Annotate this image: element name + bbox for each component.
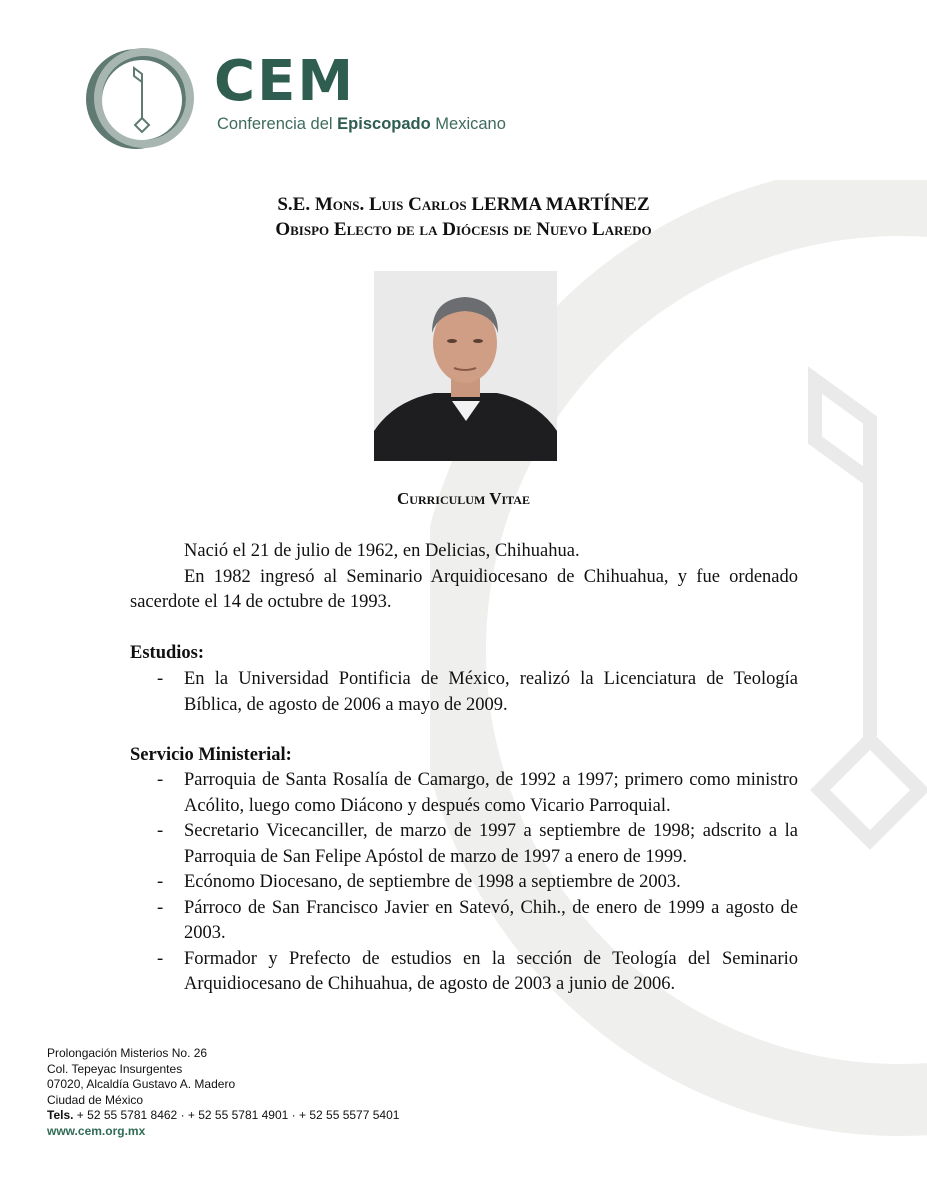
list-item: - Ecónomo Diocesano, de septiembre de 1998 a septiembre de 2003. [157, 872, 681, 892]
studies-list [130, 667, 798, 718]
intro-birth: Nació el 21 de julio de 1962, en Delicias, Chihuahua. [184, 541, 580, 561]
footer-address-line: Col. Tepeyac Insurgentes [47, 1061, 183, 1076]
footer-contact [47, 1046, 399, 1139]
list-item: - Formador y Prefecto de estudios en la sección de Teología del Seminario Arquidiocesano de Chihuahua, de agosto de 2003 a junio de 2006. [157, 948, 798, 994]
cem-emblem-icon [84, 42, 199, 157]
list-item: - En la Universidad Pontificia de México, realizó la Licenciatura de Teología Bíblica, de agosto de 2006 a mayo de 2009. [157, 669, 798, 715]
footer-website-link[interactable]: www.cem.org.mx [47, 1123, 146, 1138]
list-item: - Parroquia de Santa Rosalía de Camargo, de 1992 a 1997; primero como ministro Acólito, luego como Diácono y después como Vicario Parroquial. [157, 770, 798, 816]
intro-ordination: En 1982 ingresó al Seminario Arquidiocesano de Chihuahua, y fue ordenado sacerdote el 14 de octubre de 1993. [130, 567, 798, 612]
studies-heading: Estudios: [130, 643, 205, 663]
cem-logo [84, 42, 514, 157]
footer-address-line: 07020, Alcaldía Gustavo A. Madero [47, 1077, 236, 1091]
logo-organization-name: Conferencia del Episcopado Mexicano [217, 115, 506, 133]
footer-phones: Tels. + 52 55 5781 8462 · + 52 55 5781 4901 · + 52 55 5577 5401 [47, 1108, 400, 1122]
ministry-heading: Servicio Ministerial: [130, 745, 292, 765]
portrait-photo [374, 271, 557, 461]
bishop-name-title: S.E. Mons. Luis Carlos LERMA MARTÍNEZ [277, 194, 650, 215]
footer-address-line: Ciudad de México [47, 1092, 144, 1107]
list-item: - Párroco de San Francisco Javier en Satevó, Chih., de enero de 1999 a agosto de 2003. [157, 897, 798, 943]
portrait-image [374, 271, 557, 461]
list-item: - Secretario Vicecanciller, de marzo de 1997 a septiembre de 1998; adscrito a la Parroquia de San Felipe Apóstol de marzo de 1997 a enero de 1999. [157, 821, 798, 867]
footer-address-line: Prolongación Misterios No. 26 [47, 1046, 208, 1060]
cv-heading: Curriculum Vitae [397, 489, 530, 508]
bishop-position-title: Obispo Electo de la Diócesis de Nuevo Laredo [275, 219, 652, 240]
ministry-list [130, 768, 798, 998]
logo-acronym: CEM [214, 49, 356, 114]
